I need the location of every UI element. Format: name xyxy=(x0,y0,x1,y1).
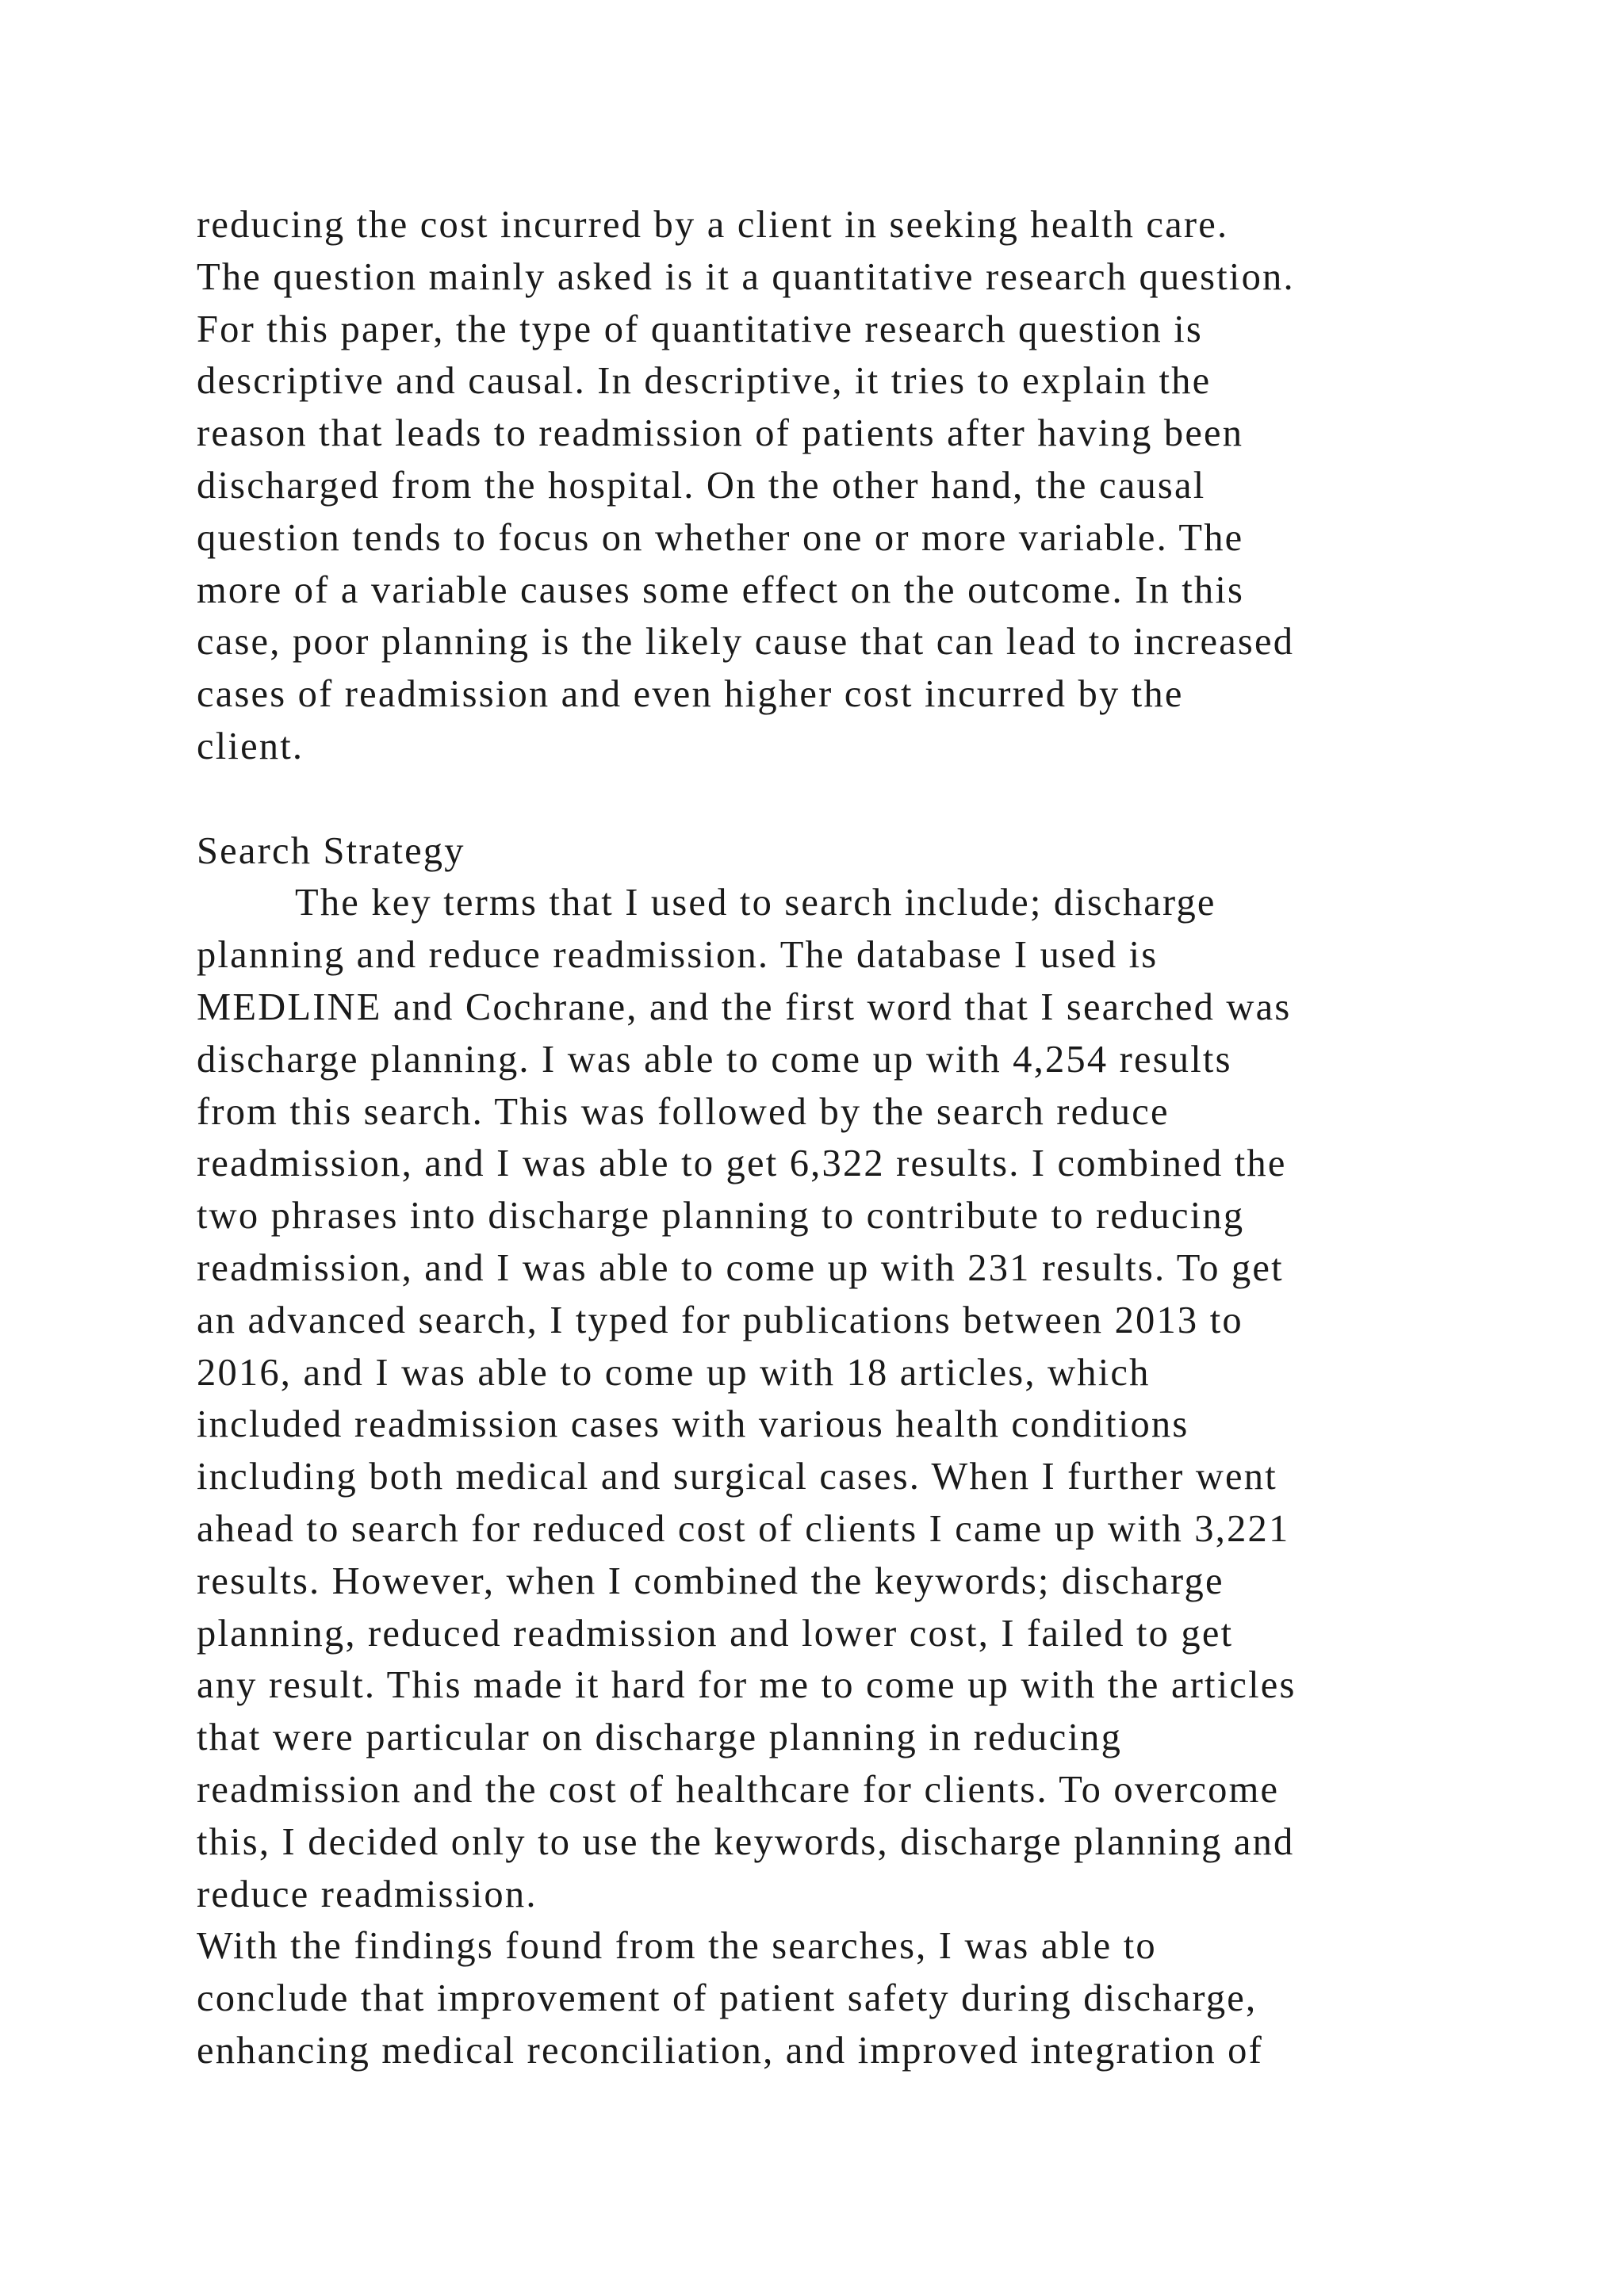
text-line: 2016, and I was able to come up with 18 articles, which xyxy=(197,1351,1151,1394)
text-line: With the findings found from the searches, I was able to xyxy=(197,1925,1157,1968)
text-line: more of a variable causes some effect on the outcome. In this xyxy=(197,568,1245,611)
text-line: including both medical and surgical cases. When I further went xyxy=(197,1456,1277,1498)
text-line: conclude that improvement of patient safety during discharge, xyxy=(197,1977,1258,2020)
text-line: from this search. This was followed by the search reduce xyxy=(197,1090,1170,1133)
text-line: planning and reduce readmission. The database I used is xyxy=(197,934,1159,977)
paragraph-2 xyxy=(197,877,1592,1920)
text-line: The question mainly asked is it a quantitative research question. xyxy=(197,255,1295,298)
text-line: reduce readmission. xyxy=(197,1873,538,1915)
text-line: readmission, and I was able to come up with 231 results. To get xyxy=(197,1246,1284,1289)
text-line: client. xyxy=(197,725,304,767)
text-line: results. However, when I combined the keywords; discharge xyxy=(197,1559,1224,1602)
paragraph-3 xyxy=(197,1920,1592,2076)
text-line: planning, reduced readmission and lower cost, I failed to get xyxy=(197,1612,1234,1655)
text-line: reducing the cost incurred by a client in seeking health care. xyxy=(197,204,1229,246)
text-line: any result. This made it hard for me to come up with the articles xyxy=(197,1664,1297,1707)
text-line: descriptive and causal. In descriptive, it tries to explain the xyxy=(197,360,1212,403)
text-line: case, poor planning is the likely cause that can lead to increased xyxy=(197,621,1295,664)
text-line: The key terms that I used to search include; discharge xyxy=(295,882,1216,924)
blank-line xyxy=(197,773,1592,825)
text-line: two phrases into discharge planning to contribute to reducing xyxy=(197,1195,1245,1238)
text-line: cases of readmission and even higher cost incurred by the xyxy=(197,673,1184,716)
text-line: this, I decided only to use the keywords, discharge planning and xyxy=(197,1820,1295,1863)
text-line: that were particular on discharge planning in reducing xyxy=(197,1716,1123,1759)
paragraph-1 xyxy=(197,199,1592,773)
text-line: ahead to search for reduced cost of clients I came up with 3,221 xyxy=(197,1507,1290,1550)
text-line: readmission and the cost of healthcare for clients. To overcome xyxy=(197,1768,1280,1811)
text-line: readmission, and I was able to get 6,322 results. I combined the xyxy=(197,1142,1287,1185)
text-line: enhancing medical reconciliation, and improved integration of xyxy=(197,2029,1263,2072)
text-line: question tends to focus on whether one or more variable. The xyxy=(197,516,1244,559)
text-line: reason that leads to readmission of patients after having been xyxy=(197,412,1244,455)
document-body xyxy=(197,199,1592,2077)
section-heading: Search Strategy xyxy=(197,829,465,872)
text-line: For this paper, the type of quantitative research question is xyxy=(197,308,1204,350)
text-line: an advanced search, I typed for publications between 2013 to xyxy=(197,1299,1243,1341)
text-line: MEDLINE and Cochrane, and the first word that I searched was xyxy=(197,985,1292,1028)
text-line: discharge planning. I was able to come up with 4,254 results xyxy=(197,1038,1232,1081)
text-line: discharged from the hospital. On the other hand, the causal xyxy=(197,464,1206,507)
text-line: included readmission cases with various health conditions xyxy=(197,1403,1189,1446)
